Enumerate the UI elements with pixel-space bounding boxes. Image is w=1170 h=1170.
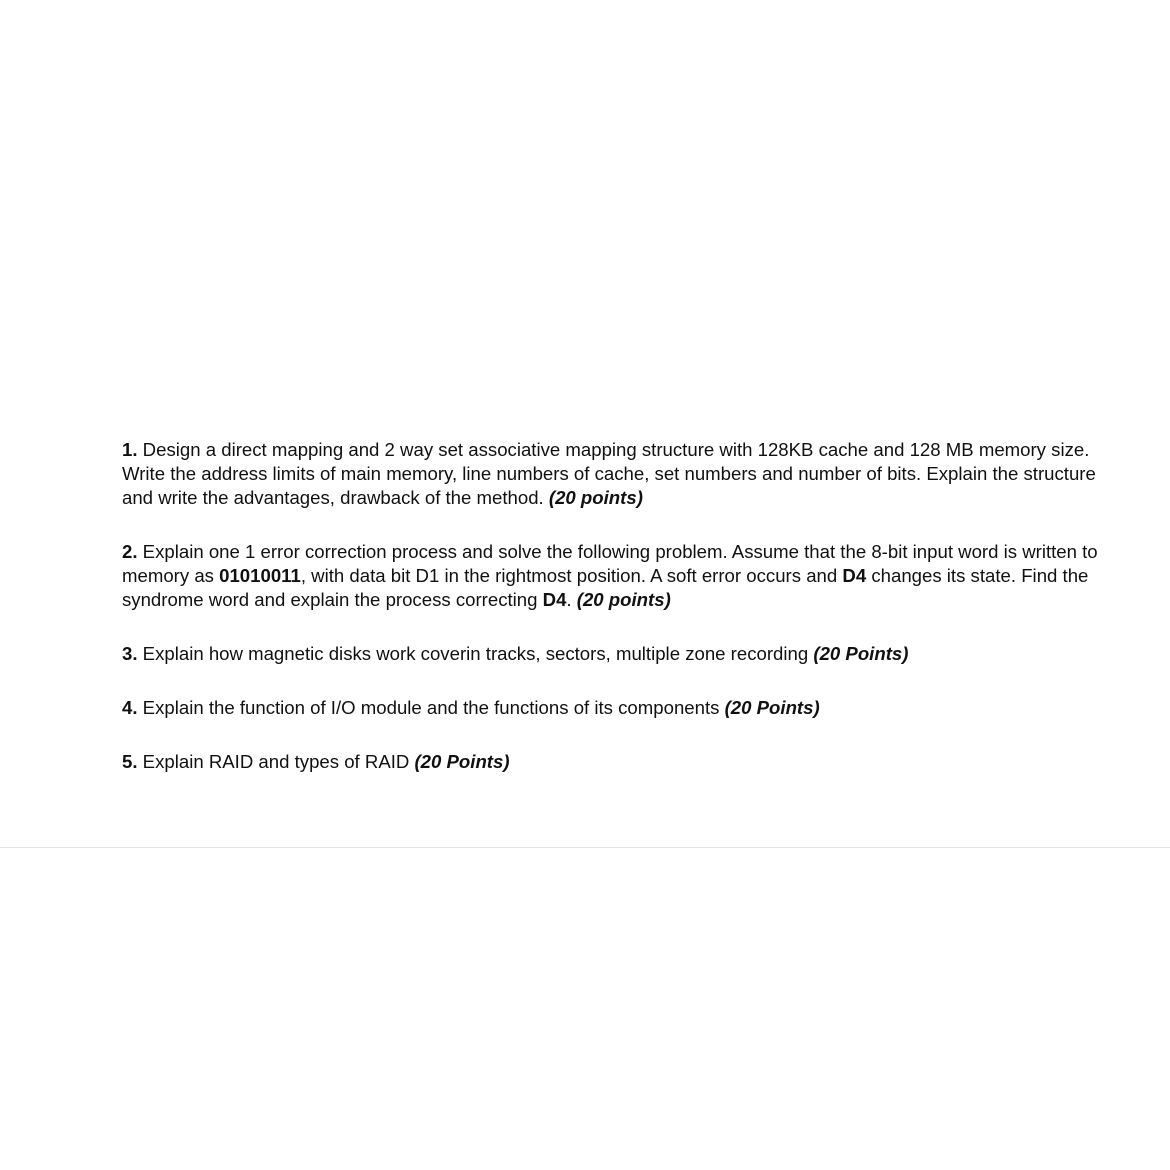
question-points: (20 points) xyxy=(576,589,671,610)
question-number: 1. xyxy=(122,439,138,460)
question-text: . xyxy=(566,589,577,610)
question-text: Explain how magnetic disks work coverin tracks, sectors, multiple zone recording xyxy=(137,643,814,664)
question-points: (20 points) xyxy=(548,487,643,508)
question-2 xyxy=(122,540,1132,612)
question-points: (20 Points) xyxy=(724,697,820,718)
question-text: changes its state. Find the syndrome word and explain the process correcting xyxy=(122,565,1089,610)
page-divider xyxy=(0,847,1170,848)
question-text: Explain the function of I/O module and the functions of its components xyxy=(137,697,725,718)
question-text: Design a direct mapping and 2 way set associative mapping structure with 128KB cache and 128 MB memory size. Write the address limits of main memory, line numbers of cache, set numbers and number of bits. Explain the structure and write the advantages, drawback of the method. xyxy=(122,439,1096,508)
question-3 xyxy=(122,642,1132,666)
data-bit-label: D4 xyxy=(842,565,867,586)
question-points: (20 Points) xyxy=(813,643,909,664)
question-5 xyxy=(122,750,1132,774)
question-number: 2. xyxy=(122,541,138,562)
question-text: Explain RAID and types of RAID xyxy=(137,751,415,772)
question-text: , with data bit D1 in the rightmost position. A soft error occurs and xyxy=(300,565,843,586)
data-bit-label: D4 xyxy=(542,589,567,610)
question-text: Explain one 1 error correction process and solve the following problem. Assume that the 8-bit input word is written to memory as xyxy=(122,541,1098,586)
question-1 xyxy=(122,438,1132,510)
question-number: 4. xyxy=(122,697,138,718)
input-word-value: 01010011 xyxy=(219,565,301,586)
question-points: (20 Points) xyxy=(414,751,510,772)
question-4 xyxy=(122,696,1132,720)
question-number: 3. xyxy=(122,643,138,664)
question-list xyxy=(122,438,1132,804)
question-number: 5. xyxy=(122,751,138,772)
